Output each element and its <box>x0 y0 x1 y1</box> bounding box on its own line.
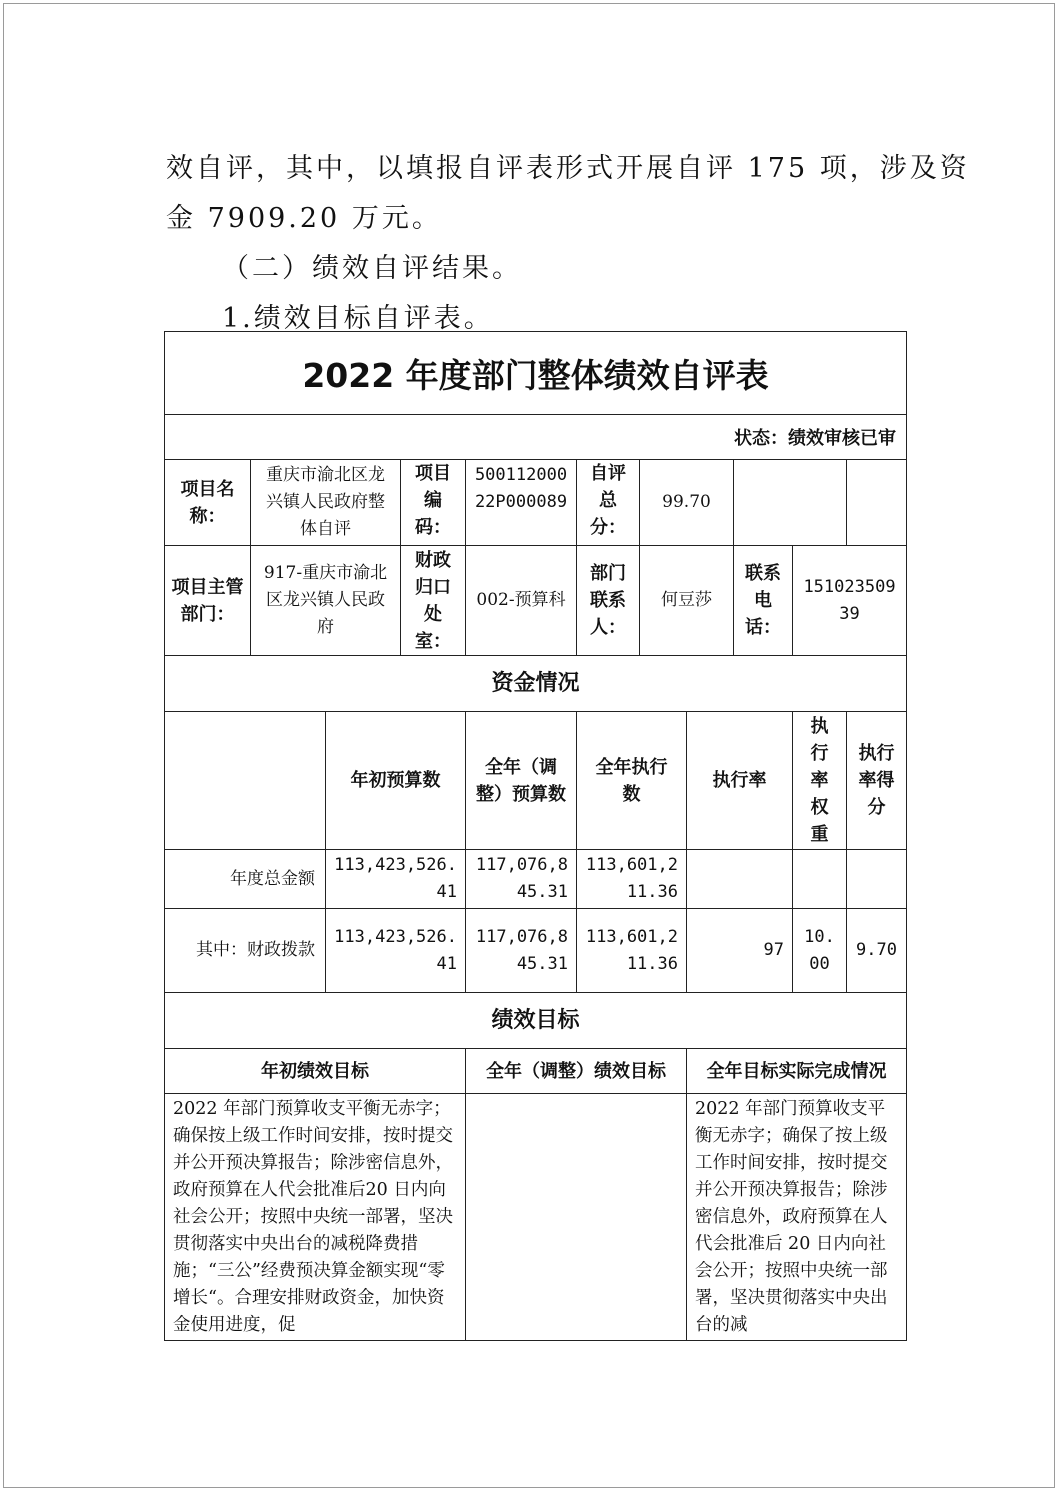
funds-rate-value: 97 <box>687 909 793 993</box>
project-code-label: 项目编码： <box>401 460 466 546</box>
funds-adjusted-value: 117,076,845.31 <box>466 850 577 909</box>
project-name-label: 项目名称： <box>165 460 251 546</box>
subsection-heading: 1.绩效目标自评表。 <box>222 303 494 334</box>
dept-value: 917-重庆市渝北区龙兴镇人民政府 <box>251 546 401 656</box>
funds-heading: 资金情况 <box>165 656 907 712</box>
funds-header-rate: 执行率 <box>687 712 793 850</box>
funds-score-value: 9.70 <box>847 909 907 993</box>
funds-rate-value <box>687 850 793 909</box>
table-title: 2022 年度部门整体绩效自评表 <box>165 332 907 415</box>
contact-label: 部门联系人： <box>577 546 640 656</box>
dept-label: 项目主管部门： <box>165 546 251 656</box>
section-heading: （二）绩效自评结果。 <box>222 253 522 284</box>
funds-header-executed: 全年执行数 <box>577 712 687 850</box>
funds-executed-value: 113,601,211.36 <box>577 850 687 909</box>
goals-header-actual: 全年目标实际完成情况 <box>687 1049 907 1094</box>
table-row <box>165 909 907 993</box>
score-value: 99.70 <box>640 460 734 546</box>
funds-adjusted-value: 117,076,845.31 <box>466 909 577 993</box>
funds-header-blank <box>165 712 326 850</box>
empty-cell <box>847 460 907 546</box>
goals-initial-text: 2022 年部门预算收支平衡无赤字；确保按上级工作时间安排，按时提交并公开预决算报告；除涉密信息外，政府预算在人代会批准后20 日内向社会公开；按照中央统一部署，坚决贯彻落实中央出台的减税降费措施；“三公”经费预决算金额实现“零增长“。合理安排财政资金，加快资金使用进度，促 <box>165 1094 466 1341</box>
goals-header-adjusted: 全年（调整）绩效目标 <box>466 1049 687 1094</box>
self-evaluation-table <box>164 331 907 1341</box>
funds-header-initial: 年初预算数 <box>326 712 466 850</box>
funds-weight-value: 10.00 <box>793 909 847 993</box>
funds-header-weight: 执行率权重 <box>793 712 847 850</box>
empty-cell <box>734 460 847 546</box>
phone-value: 15102350939 <box>793 546 907 656</box>
funds-weight-value <box>793 850 847 909</box>
project-name-value: 重庆市渝北区龙兴镇人民政府整体自评 <box>251 460 401 546</box>
goals-heading: 绩效目标 <box>165 993 907 1049</box>
status-text: 状态：绩效审核已审 <box>165 415 907 460</box>
funds-header-score: 执行率得分 <box>847 712 907 850</box>
score-label: 自评总分： <box>577 460 640 546</box>
table-row <box>165 850 907 909</box>
funds-executed-value: 113,601,211.36 <box>577 909 687 993</box>
office-value: 002-预算科 <box>466 546 577 656</box>
project-code-value: 50011200022P000089 <box>466 460 577 546</box>
funds-header-adjusted: 全年（调整）预算数 <box>466 712 577 850</box>
goals-adjusted-text <box>466 1094 687 1341</box>
funds-row-label: 年度总金额 <box>165 850 326 909</box>
goals-header-initial: 年初绩效目标 <box>165 1049 466 1094</box>
phone-label: 联系电话： <box>734 546 793 656</box>
paragraph-line-2: 金 7909.20 万元。 <box>166 203 442 234</box>
funds-score-value <box>847 850 907 909</box>
paragraph-line-1: 效自评，其中，以填报自评表形式开展自评 175 项，涉及资 <box>166 153 970 184</box>
funds-initial-value: 113,423,526.41 <box>326 909 466 993</box>
contact-value: 何豆莎 <box>640 546 734 656</box>
office-label: 财政归口处室： <box>401 546 466 656</box>
funds-initial-value: 113,423,526.41 <box>326 850 466 909</box>
funds-row-label: 其中：财政拨款 <box>165 909 326 993</box>
goals-actual-text: 2022 年部门预算收支平衡无赤字；确保了按上级工作时间安排，按时提交并公开预决算报告；除涉密信息外，政府预算在人代会批准后 20 日内向社会公开；按照中央统一部署，坚决贯彻落实中央出台的减 <box>687 1094 907 1341</box>
